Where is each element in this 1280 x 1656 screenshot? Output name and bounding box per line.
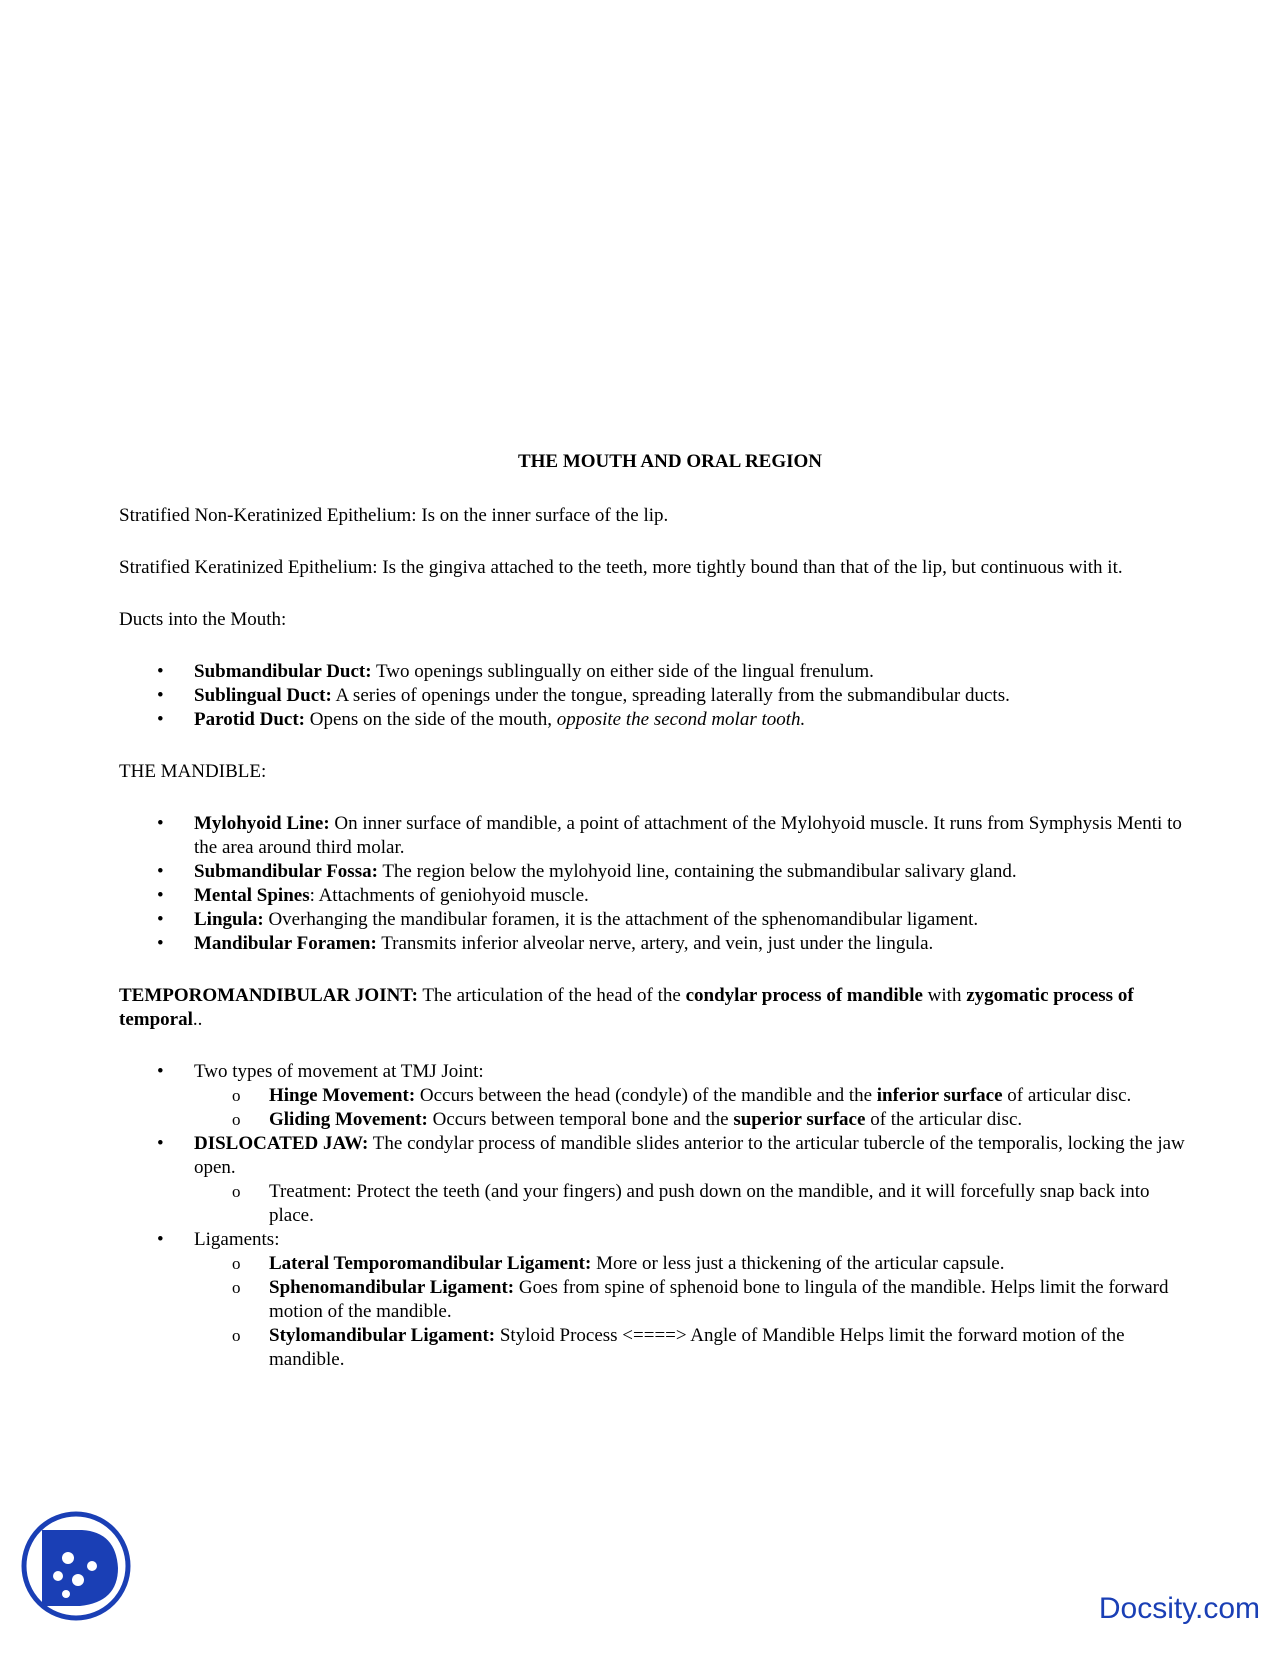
definition: A series of openings under the tongue, spreading laterally from the submandibular ducts. bbox=[331, 685, 1010, 706]
definition: The region below the mylohyoid line, containing the submandibular salivary gland. bbox=[377, 861, 1017, 882]
definition: Transmits inferior alveolar nerve, artery, and vein, just under the lingula. bbox=[376, 933, 934, 954]
paragraph-keratinized: Stratified Keratinized Epithelium: Is the gingiva attached to the teeth, more tightly bound than that of the lip, but continuous with it. bbox=[119, 557, 1123, 578]
emphasis: superior surface bbox=[733, 1109, 866, 1130]
sub-list-item bbox=[194, 1324, 1194, 1372]
emphasis: zygomatic process of temporal bbox=[119, 985, 1134, 1030]
definition: Two openings sublingually on either side of the lingual frenulum. bbox=[371, 661, 874, 682]
term: Stylomandibular Ligament: bbox=[269, 1325, 496, 1346]
term: DISLOCATED JAW: bbox=[194, 1133, 369, 1154]
list-item bbox=[119, 1060, 1194, 1132]
definition: The condylar process of mandible slides anterior to the articular tubercle of the temporalis, locking the jaw open. bbox=[194, 1133, 1185, 1178]
definition: Opens on the side of the mouth, bbox=[305, 709, 557, 730]
term: Parotid Duct: bbox=[194, 709, 305, 730]
list-item bbox=[119, 660, 1194, 684]
definition: More or less just a thickening of the articular capsule. bbox=[591, 1253, 1005, 1274]
term: Gliding Movement: bbox=[269, 1109, 428, 1130]
ducts-heading: Ducts into the Mouth: bbox=[119, 609, 287, 630]
list-item bbox=[119, 1132, 1194, 1228]
ligaments-sublist bbox=[194, 1252, 1194, 1372]
definition: : Attachments of geniohyoid muscle. bbox=[309, 885, 589, 906]
term: Submandibular Duct: bbox=[194, 661, 372, 682]
text: .. bbox=[192, 1009, 203, 1030]
term: Sphenomandibular Ligament: bbox=[269, 1277, 515, 1298]
document-body bbox=[119, 504, 1194, 1400]
sub-list-item: o Treatment: Protect the teeth (and your fingers) and push down on the mandible, and it will forcefully snap back into place. bbox=[194, 1180, 1194, 1228]
term: Mandibular Foramen: bbox=[194, 933, 377, 954]
tmj-paragraph bbox=[119, 984, 1194, 1032]
text: The articulation of the head of the bbox=[417, 985, 686, 1006]
term: Mylohyoid Line: bbox=[194, 813, 330, 834]
sub-list-item bbox=[194, 1108, 1194, 1132]
ducts-list bbox=[119, 660, 1194, 732]
ligaments-label: Ligaments: bbox=[194, 1229, 280, 1250]
tmj-list bbox=[119, 1060, 1194, 1372]
definition: Goes from spine of sphenoid bone to lingula of the mandible. Helps limit the forward motion of the mandible. bbox=[269, 1277, 1169, 1322]
list-item bbox=[119, 812, 1194, 860]
term: Mental Spines bbox=[194, 885, 310, 906]
list-item bbox=[119, 684, 1194, 708]
definition: Styloid Process <====> Angle of Mandible Helps limit the forward motion of the mandible. bbox=[269, 1325, 1125, 1370]
list-item bbox=[119, 860, 1194, 884]
term: Hinge Movement: bbox=[269, 1085, 416, 1106]
term: Lingula: bbox=[194, 909, 264, 930]
mandible-heading: THE MANDIBLE: bbox=[119, 761, 267, 782]
movement-sublist bbox=[194, 1084, 1194, 1132]
sub-list-item bbox=[194, 1252, 1194, 1276]
definition-emphasis: opposite the second molar tooth. bbox=[556, 709, 806, 730]
list-item bbox=[119, 708, 1194, 732]
emphasis: inferior surface bbox=[876, 1085, 1003, 1106]
list-item bbox=[119, 932, 1194, 956]
term: Sublingual Duct: bbox=[194, 685, 332, 706]
docsity-logo-icon bbox=[20, 1510, 132, 1622]
emphasis: condylar process of mandible bbox=[685, 985, 923, 1006]
sub-list-item bbox=[194, 1084, 1194, 1108]
text: Occurs between temporal bone and the bbox=[427, 1109, 734, 1130]
definition: On inner surface of mandible, a point of attachment of the Mylohyoid muscle. It runs from Symphysis Menti to the area around third molar. bbox=[194, 813, 1182, 858]
text: Occurs between the head (condyle) of the mandible and the bbox=[415, 1085, 877, 1106]
definition: Overhanging the mandibular foramen, it is the attachment of the sphenomandibular ligament. bbox=[263, 909, 979, 930]
sub-list-item bbox=[194, 1276, 1194, 1324]
list-item bbox=[119, 908, 1194, 932]
docsity-watermark: Docsity.com bbox=[1098, 1592, 1260, 1625]
mandible-list bbox=[119, 812, 1194, 956]
page-title: THE MOUTH AND ORAL REGION bbox=[517, 451, 823, 472]
paragraph-non-keratinized: Stratified Non-Keratinized Epithelium: Is on the inner surface of the lip. bbox=[119, 505, 669, 526]
movement-label: Two types of movement at TMJ Joint: bbox=[194, 1061, 484, 1082]
dislocated-sublist bbox=[194, 1180, 1194, 1228]
term: TEMPOROMANDIBULAR JOINT: bbox=[119, 985, 418, 1006]
list-item bbox=[119, 884, 1194, 908]
text: of articular disc. bbox=[1002, 1085, 1132, 1106]
list-item bbox=[119, 1228, 1194, 1372]
term: Submandibular Fossa: bbox=[194, 861, 378, 882]
text: of the articular disc. bbox=[865, 1109, 1023, 1130]
term: Lateral Temporomandibular Ligament: bbox=[269, 1253, 592, 1274]
text: with bbox=[922, 985, 967, 1006]
